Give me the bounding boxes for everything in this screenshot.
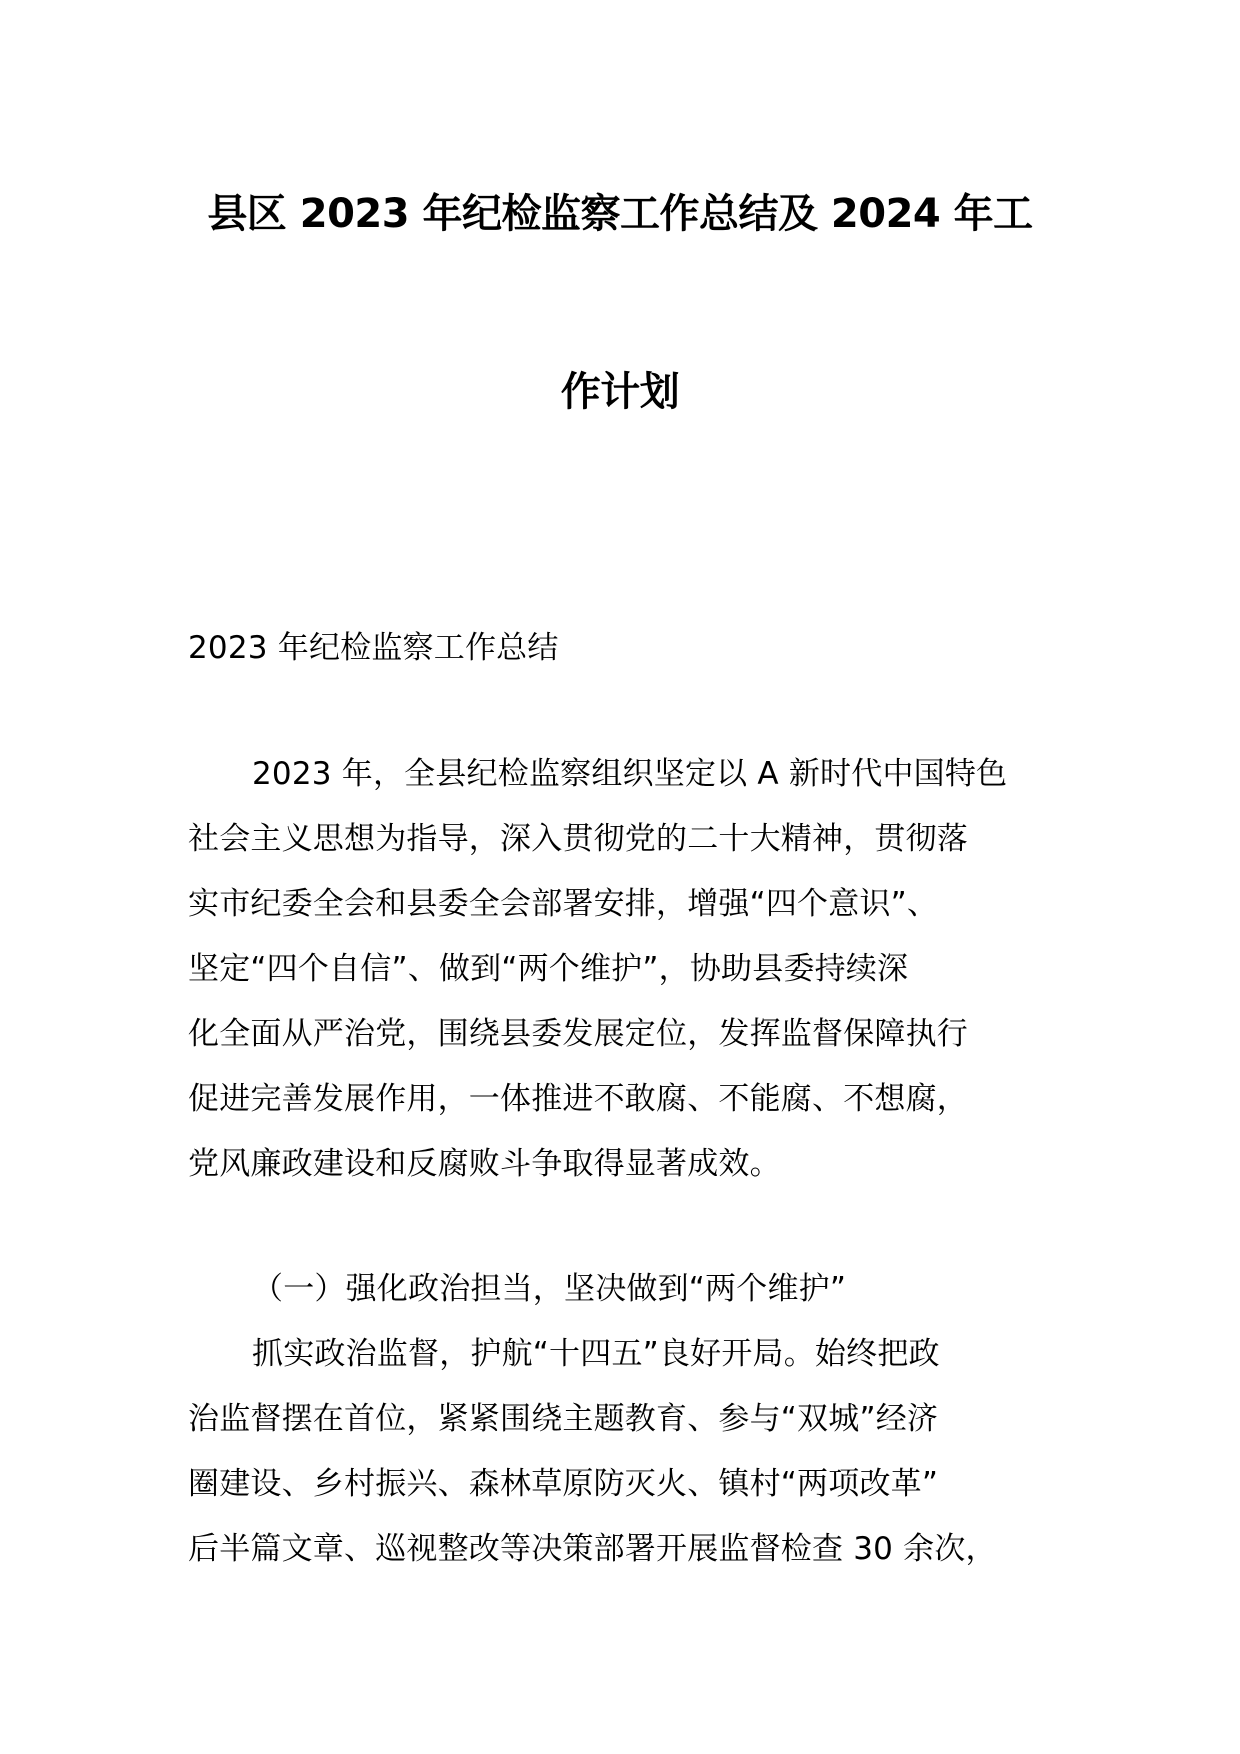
paragraph-1-line-5: 化全面从严治党，围绕县委发展定位，发挥监督保障执行 [188,1016,968,1052]
paragraph-1-line-7: 党风廉政建设和反腐败斗争取得显著成效。 [188,1146,781,1182]
section-heading: 2023 年纪检监察工作总结 [188,630,559,666]
paragraph-2-line-2: 治监督摆在首位，紧紧围绕主题教育、参与“双城”经济 [188,1401,939,1437]
document-title-line-2: 作计划 [560,369,680,415]
paragraph-1-line-2: 社会主义思想为指导，深入贯彻党的二十大精神，贯彻落 [188,821,968,857]
paragraph-1-line-6: 促进完善发展作用，一体推进不敢腐、不能腐、不想腐， [188,1081,968,1117]
paragraph-1-line-1: 2023 年，全县纪检监察组织坚定以 A 新时代中国特色 [252,756,1008,792]
paragraph-2-line-1: 抓实政治监督，护航“十四五”良好开局。始终把政 [252,1336,940,1372]
paragraph-1-line-4: 坚定“四个自信”、做到“两个维护”，协助县委持续深 [188,951,909,987]
document-title-line-1: 县区 2023 年纪检监察工作总结及 2024 年工 [207,191,1033,237]
subheading-1: （一）强化政治担当，坚决做到“两个维护” [252,1271,847,1307]
paragraph-1-line-3: 实市纪委全会和县委全会部署安排，增强“四个意识”、 [188,886,939,922]
paragraph-2-line-4: 后半篇文章、巡视整改等决策部署开展监督检查 30 余次， [188,1531,997,1567]
paragraph-2-line-3: 圈建设、乡村振兴、森林草原防灭火、镇村“两项改革” [188,1466,939,1502]
